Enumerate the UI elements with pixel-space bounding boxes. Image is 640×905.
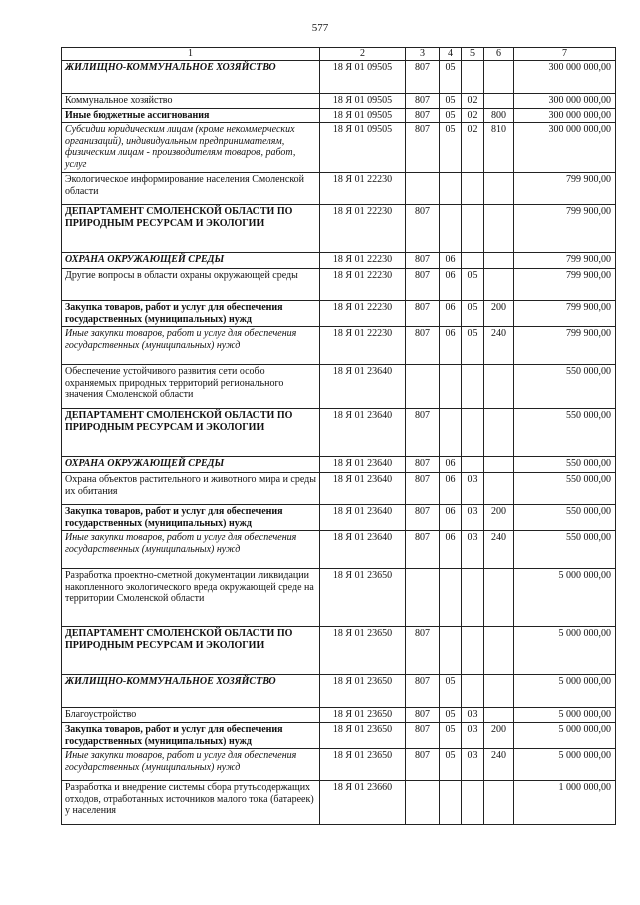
row-subsection-code: 03: [462, 505, 484, 531]
header-col-3: 3: [406, 48, 440, 61]
row-amount: 799 900,00: [514, 173, 616, 205]
row-expense-type-code: 800: [484, 108, 514, 123]
row-amount: 799 900,00: [514, 205, 616, 253]
table-row: [62, 505, 616, 531]
row-grbs-code: 807: [406, 60, 440, 93]
header-col-7: 7: [514, 48, 616, 61]
row-name: Благоустройство: [62, 708, 320, 723]
row-amount: 300 000 000,00: [514, 93, 616, 108]
header-col-1: 1: [62, 48, 320, 61]
row-target-code: 18 Я 01 23650: [320, 569, 406, 627]
table-row: [62, 365, 616, 409]
row-expense-type-code: 200: [484, 723, 514, 749]
row-grbs-code: 807: [406, 749, 440, 781]
row-target-code: 18 Я 01 23650: [320, 675, 406, 708]
row-target-code: 18 Я 01 09505: [320, 108, 406, 123]
row-subsection-code: 03: [462, 749, 484, 781]
row-expense-type-code: 240: [484, 327, 514, 365]
row-target-code: 18 Я 01 23650: [320, 627, 406, 675]
row-subsection-code: [462, 457, 484, 473]
row-subsection-code: [462, 627, 484, 675]
row-target-code: 18 Я 01 22230: [320, 301, 406, 327]
row-grbs-code: 807: [406, 301, 440, 327]
table-row: [62, 327, 616, 365]
row-target-code: 18 Я 01 22230: [320, 173, 406, 205]
row-amount: 799 900,00: [514, 269, 616, 301]
row-expense-type-code: 200: [484, 505, 514, 531]
row-expense-type-code: [484, 569, 514, 627]
row-grbs-code: 807: [406, 473, 440, 505]
row-section-code: [440, 569, 462, 627]
row-section-code: [440, 205, 462, 253]
row-grbs-code: 807: [406, 409, 440, 457]
row-name: Коммунальное хозяйство: [62, 93, 320, 108]
row-section-code: 05: [440, 60, 462, 93]
row-target-code: 18 Я 01 23650: [320, 749, 406, 781]
row-subsection-code: 03: [462, 531, 484, 569]
row-amount: 5 000 000,00: [514, 749, 616, 781]
row-grbs-code: 807: [406, 531, 440, 569]
row-subsection-code: [462, 781, 484, 825]
row-name: Иные бюджетные ассигнования: [62, 108, 320, 123]
row-section-code: 06: [440, 301, 462, 327]
row-section-code: [440, 173, 462, 205]
table-row: [62, 253, 616, 269]
row-subsection-code: 03: [462, 723, 484, 749]
row-target-code: 18 Я 01 09505: [320, 60, 406, 93]
row-expense-type-code: [484, 781, 514, 825]
table-row: [62, 123, 616, 173]
row-name: Иные закупки товаров, работ и услуг для обеспечения государственных (муниципальных) нужд: [62, 531, 320, 569]
row-name: ОХРАНА ОКРУЖАЮЩЕЙ СРЕДЫ: [62, 457, 320, 473]
row-subsection-code: 02: [462, 108, 484, 123]
row-name: Разработка проектно-сметной документации ликвидации накопленного экологического вреда окружающей среде на территории Смоленской области: [62, 569, 320, 627]
row-section-code: [440, 409, 462, 457]
row-subsection-code: [462, 253, 484, 269]
table-row: [62, 301, 616, 327]
row-name: ЖИЛИЩНО-КОММУНАЛЬНОЕ ХОЗЯЙСТВО: [62, 675, 320, 708]
row-target-code: 18 Я 01 23660: [320, 781, 406, 825]
row-amount: 300 000 000,00: [514, 60, 616, 93]
row-grbs-code: 807: [406, 457, 440, 473]
row-name: Закупка товаров, работ и услуг для обеспечения государственных (муниципальных) нужд: [62, 723, 320, 749]
table-body: [62, 60, 616, 825]
row-section-code: 05: [440, 675, 462, 708]
row-grbs-code: 807: [406, 327, 440, 365]
table-row: [62, 531, 616, 569]
row-section-code: 06: [440, 457, 462, 473]
row-amount: 550 000,00: [514, 457, 616, 473]
row-name: Экологическое информирование населения Смоленской области: [62, 173, 320, 205]
row-grbs-code: [406, 173, 440, 205]
row-amount: 5 000 000,00: [514, 675, 616, 708]
row-target-code: 18 Я 01 23640: [320, 409, 406, 457]
row-section-code: 05: [440, 123, 462, 173]
row-expense-type-code: [484, 675, 514, 708]
table-row: [62, 708, 616, 723]
row-name: Охрана объектов растительного и животного мира и среды их обитания: [62, 473, 320, 505]
table-row: [62, 60, 616, 93]
row-section-code: 06: [440, 253, 462, 269]
row-name: Закупка товаров, работ и услуг для обеспечения государственных (муниципальных) нужд: [62, 301, 320, 327]
header-col-5: 5: [462, 48, 484, 61]
row-section-code: 06: [440, 531, 462, 569]
row-target-code: 18 Я 01 23650: [320, 708, 406, 723]
row-amount: 5 000 000,00: [514, 569, 616, 627]
row-amount: 5 000 000,00: [514, 723, 616, 749]
header-col-2: 2: [320, 48, 406, 61]
budget-table: [61, 47, 616, 825]
row-expense-type-code: [484, 708, 514, 723]
row-grbs-code: 807: [406, 205, 440, 253]
row-expense-type-code: [484, 409, 514, 457]
table-row: [62, 781, 616, 825]
row-section-code: [440, 365, 462, 409]
row-expense-type-code: [484, 457, 514, 473]
row-grbs-code: 807: [406, 93, 440, 108]
row-section-code: 06: [440, 269, 462, 301]
row-grbs-code: 807: [406, 627, 440, 675]
row-target-code: 18 Я 01 09505: [320, 93, 406, 108]
row-grbs-code: 807: [406, 723, 440, 749]
header-col-6: 6: [484, 48, 514, 61]
row-amount: 550 000,00: [514, 473, 616, 505]
row-subsection-code: [462, 409, 484, 457]
row-target-code: 18 Я 01 22230: [320, 205, 406, 253]
row-amount: 5 000 000,00: [514, 708, 616, 723]
row-section-code: 05: [440, 749, 462, 781]
row-name: Субсидии юридическим лицам (кроме некоммерческих организаций), индивидуальным предпринимателям, физическим лицам - производителям товаров, работ, услуг: [62, 123, 320, 173]
row-section-code: 06: [440, 473, 462, 505]
row-subsection-code: 03: [462, 708, 484, 723]
row-grbs-code: [406, 365, 440, 409]
row-name: Разработка и внедрение системы сбора ртутьсодержащих отходов, отработанных источников малого тока (батареек) у населения: [62, 781, 320, 825]
row-grbs-code: 807: [406, 675, 440, 708]
row-target-code: 18 Я 01 22230: [320, 327, 406, 365]
table-row: [62, 473, 616, 505]
row-subsection-code: 02: [462, 123, 484, 173]
header-col-4: 4: [440, 48, 462, 61]
row-section-code: 06: [440, 327, 462, 365]
row-subsection-code: [462, 60, 484, 93]
table-row: [62, 93, 616, 108]
row-subsection-code: 05: [462, 327, 484, 365]
row-expense-type-code: [484, 473, 514, 505]
row-grbs-code: [406, 569, 440, 627]
table-row: [62, 569, 616, 627]
row-expense-type-code: 810: [484, 123, 514, 173]
row-section-code: 05: [440, 93, 462, 108]
row-amount: 799 900,00: [514, 301, 616, 327]
row-name: ДЕПАРТАМЕНТ СМОЛЕНСКОЙ ОБЛАСТИ ПО ПРИРОДНЫМ РЕСУРСАМ И ЭКОЛОГИИ: [62, 627, 320, 675]
table-row: [62, 723, 616, 749]
table-row: [62, 205, 616, 253]
row-expense-type-code: [484, 269, 514, 301]
row-subsection-code: [462, 365, 484, 409]
row-name: Обеспечение устойчивого развития сети особо охраняемых природных территорий регионального значения Смоленской области: [62, 365, 320, 409]
row-grbs-code: 807: [406, 253, 440, 269]
row-subsection-code: [462, 205, 484, 253]
row-expense-type-code: [484, 365, 514, 409]
row-expense-type-code: 240: [484, 531, 514, 569]
row-expense-type-code: [484, 173, 514, 205]
row-expense-type-code: [484, 93, 514, 108]
row-grbs-code: 807: [406, 123, 440, 173]
table-row: [62, 269, 616, 301]
row-section-code: 05: [440, 723, 462, 749]
row-name: ОХРАНА ОКРУЖАЮЩЕЙ СРЕДЫ: [62, 253, 320, 269]
header-row: [62, 48, 616, 61]
row-subsection-code: 03: [462, 473, 484, 505]
row-target-code: 18 Я 01 22230: [320, 253, 406, 269]
row-amount: 799 900,00: [514, 327, 616, 365]
row-name: ДЕПАРТАМЕНТ СМОЛЕНСКОЙ ОБЛАСТИ ПО ПРИРОДНЫМ РЕСУРСАМ И ЭКОЛОГИИ: [62, 409, 320, 457]
page-number: 577: [311, 22, 329, 34]
table-row: [62, 409, 616, 457]
row-subsection-code: 05: [462, 269, 484, 301]
row-grbs-code: 807: [406, 108, 440, 123]
row-grbs-code: 807: [406, 505, 440, 531]
row-section-code: 05: [440, 708, 462, 723]
row-section-code: 06: [440, 505, 462, 531]
row-expense-type-code: [484, 253, 514, 269]
row-expense-type-code: [484, 60, 514, 93]
row-target-code: 18 Я 01 23640: [320, 473, 406, 505]
row-subsection-code: [462, 173, 484, 205]
row-target-code: 18 Я 01 23650: [320, 723, 406, 749]
row-amount: 5 000 000,00: [514, 627, 616, 675]
table-row: [62, 627, 616, 675]
row-name: Иные закупки товаров, работ и услуг для обеспечения государственных (муниципальных) нужд: [62, 749, 320, 781]
row-target-code: 18 Я 01 23640: [320, 365, 406, 409]
row-amount: 550 000,00: [514, 505, 616, 531]
row-target-code: 18 Я 01 22230: [320, 269, 406, 301]
row-expense-type-code: [484, 627, 514, 675]
row-amount: 550 000,00: [514, 531, 616, 569]
table-row: [62, 173, 616, 205]
table-row: [62, 675, 616, 708]
row-subsection-code: [462, 569, 484, 627]
row-target-code: 18 Я 01 23640: [320, 457, 406, 473]
row-name: ДЕПАРТАМЕНТ СМОЛЕНСКОЙ ОБЛАСТИ ПО ПРИРОДНЫМ РЕСУРСАМ И ЭКОЛОГИИ: [62, 205, 320, 253]
row-name: Иные закупки товаров, работ и услуг для обеспечения государственных (муниципальных) нужд: [62, 327, 320, 365]
row-name: Другие вопросы в области охраны окружающей среды: [62, 269, 320, 301]
row-section-code: [440, 781, 462, 825]
row-name: ЖИЛИЩНО-КОММУНАЛЬНОЕ ХОЗЯЙСТВО: [62, 60, 320, 93]
row-subsection-code: 05: [462, 301, 484, 327]
row-target-code: 18 Я 01 23640: [320, 505, 406, 531]
row-expense-type-code: 200: [484, 301, 514, 327]
table-row: [62, 108, 616, 123]
row-expense-type-code: 240: [484, 749, 514, 781]
row-amount: 300 000 000,00: [514, 108, 616, 123]
row-amount: 300 000 000,00: [514, 123, 616, 173]
row-section-code: [440, 627, 462, 675]
row-target-code: 18 Я 01 09505: [320, 123, 406, 173]
row-amount: 550 000,00: [514, 365, 616, 409]
row-grbs-code: 807: [406, 269, 440, 301]
row-amount: 799 900,00: [514, 253, 616, 269]
row-amount: 1 000 000,00: [514, 781, 616, 825]
row-grbs-code: [406, 781, 440, 825]
row-amount: 550 000,00: [514, 409, 616, 457]
row-subsection-code: [462, 675, 484, 708]
row-name: Закупка товаров, работ и услуг для обеспечения государственных (муниципальных) нужд: [62, 505, 320, 531]
row-section-code: 05: [440, 108, 462, 123]
row-target-code: 18 Я 01 23640: [320, 531, 406, 569]
row-grbs-code: 807: [406, 708, 440, 723]
table-row: [62, 749, 616, 781]
row-subsection-code: 02: [462, 93, 484, 108]
row-expense-type-code: [484, 205, 514, 253]
table-row: [62, 457, 616, 473]
